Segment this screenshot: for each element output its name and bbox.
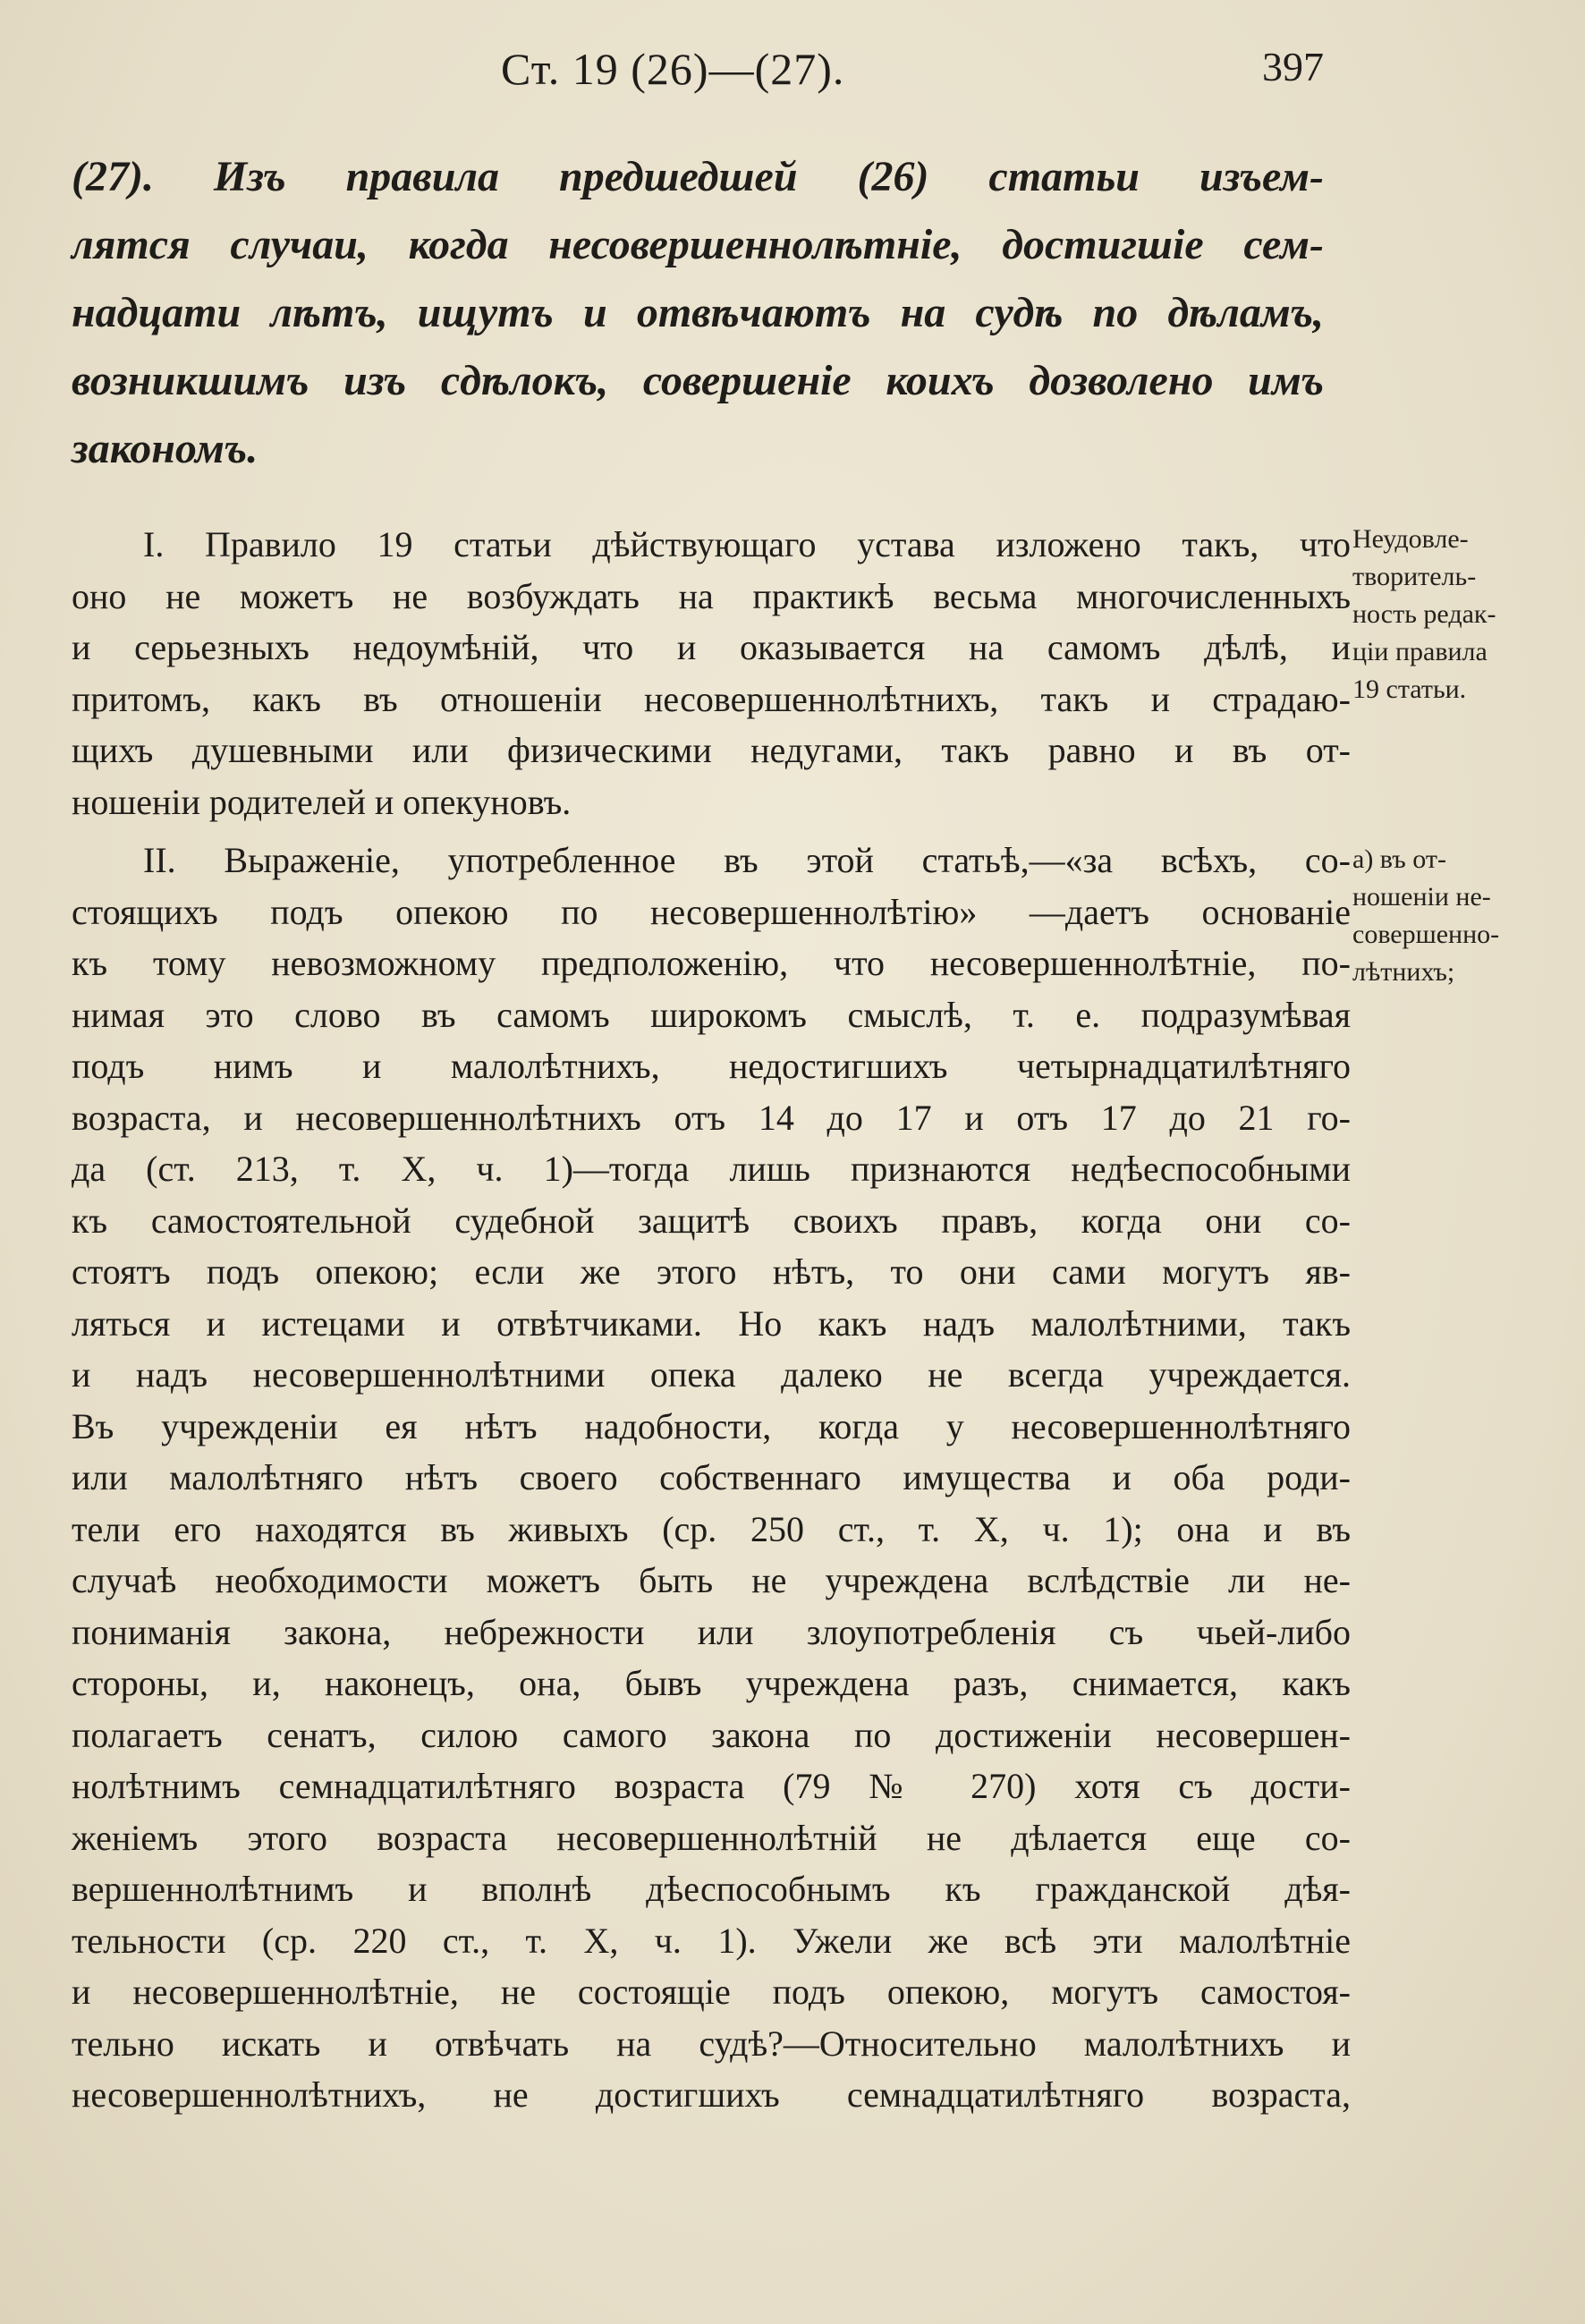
paragraph-line: стоятъ подъ опекою; если же этого нѣтъ, то они сами могутъ яв-: [72, 1251, 1351, 1292]
article-line: закономъ.: [72, 425, 259, 472]
paragraph-line: II. Выраженіе, употребленное въ этой статьѣ,—«за всѣхъ, со-: [143, 840, 1351, 880]
paragraph-line: случаѣ необходимости можетъ быть не учреждена вслѣдствіе ли не-: [72, 1560, 1351, 1600]
margin-note-line: ношеніи не-: [1352, 882, 1491, 912]
article-line: лятся случаи, когда несовершеннолѣтніе, достигшіе сем-: [72, 221, 1324, 268]
paragraph-line: и серьезныхъ недоумѣній, что и оказывается на самомъ дѣлѣ, и: [72, 627, 1351, 667]
paragraph-line: стоящихъ подъ опекою по несовершеннолѣтію» —даетъ основаніе: [72, 891, 1351, 932]
paragraph-line: щихъ душевными или физическими недугами, такъ равно и въ от-: [72, 730, 1351, 770]
paragraph-line: стороны, и, наконецъ, она, бывъ учреждена разъ, снимается, какъ: [72, 1663, 1351, 1703]
margin-note-minors: [1352, 841, 1558, 991]
paragraph-line: да (ст. 213, т. X, ч. 1)—тогда лишь признаются недѣеспособными: [72, 1149, 1351, 1189]
paragraph-line: полагаетъ сенатъ, силою самого закона по достиженіи несовершен-: [72, 1714, 1351, 1755]
paragraph-1: [72, 519, 1351, 827]
paragraph-line: къ самостоятельной судебной защитѣ своихъ правъ, когда они со-: [72, 1200, 1351, 1241]
paragraph-line: тельно искать и отвѣчать на судѣ?—Относительно малолѣтнихъ и: [72, 2023, 1351, 2064]
margin-note-line: совершенно-: [1352, 920, 1500, 949]
paragraph-line: возраста, и несовершеннолѣтнихъ отъ 14 до 17 и отъ 17 до 21 го-: [72, 1097, 1351, 1138]
paragraph-line: ношеніи родителей и опекуновъ.: [72, 781, 572, 822]
paragraph-line: и несовершеннолѣтніе, не состоящіе подъ опекою, могутъ самостоя-: [72, 1972, 1351, 2012]
paragraph-line: Въ учрежденіи ея нѣтъ надобности, когда у несовершеннолѣтняго: [72, 1405, 1351, 1446]
paragraph-line: женіемъ этого возраста несовершеннолѣтній не дѣлается еще со-: [72, 1817, 1351, 1858]
margin-note-line: творитель-: [1352, 562, 1477, 591]
margin-note-line: ціи правила: [1352, 637, 1488, 666]
paragraph-line: вершеннолѣтнимъ и вполнѣ дѣеспособнымъ къ гражданской дѣя-: [72, 1869, 1351, 1909]
paragraph-line: къ тому невозможному предположенію, что несовершеннолѣтніе, по-: [72, 943, 1351, 983]
paragraph-line: нолѣтнимъ семнадцатилѣтняго возраста (79 № 270) хотя съ дости-: [72, 1766, 1351, 1806]
margin-note-line: Неудовле-: [1352, 524, 1469, 554]
margin-note-line: а) въ от-: [1352, 844, 1446, 874]
paragraph-line: ляться и истецами и отвѣтчиками. Но какъ надъ малолѣтними, такъ: [72, 1302, 1351, 1344]
margin-note-line: лѣтнихъ;: [1352, 957, 1455, 987]
paragraph-line: притомъ, какъ въ отношеніи несовершеннолѣтнихъ, такъ и страдаю-: [72, 678, 1351, 719]
paragraph-line: нимая это слово въ самомъ широкомъ смыслѣ, т. е. подразумѣвая: [72, 994, 1351, 1035]
paragraph-line: оно не можетъ не возбуждать на практикѣ весьма многочисленныхъ: [72, 575, 1351, 616]
body-text: [72, 519, 1351, 2121]
margin-note-unsatisfactory: [1352, 521, 1558, 708]
paragraph-line: несовершеннолѣтнихъ, не достигшихъ семнадцатилѣтняго возраста,: [72, 2074, 1351, 2115]
paragraph-2: [72, 835, 1351, 2121]
paragraph-line: и надъ несовершеннолѣтними опека далеко не всегда учреждается.: [72, 1354, 1351, 1395]
paragraph-line: I. Правило 19 статьи дѣйствующаго устава изложено такъ, что: [143, 524, 1351, 564]
article-line: (27). Изъ правила предшедшей (26) статьи изъем-: [72, 153, 1324, 200]
margin-note-line: 19 статьи.: [1352, 674, 1467, 704]
paragraph-line: тельности (ср. 220 ст., т. X, ч. 1). Ужели же всѣ эти малолѣтніе: [72, 1920, 1351, 1961]
paragraph-line: тели его находятся въ живыхъ (ср. 250 ст., т. X, ч. 1); она и въ: [72, 1508, 1351, 1549]
paragraph-line: или малолѣтняго нѣтъ своего собственнаго имущества и оба роди-: [72, 1457, 1351, 1497]
header-title: Ст. 19 (26)—(27).: [501, 44, 845, 94]
article-line: надцати лѣтъ, ищутъ и отвѣчаютъ на судѣ по дѣламъ,: [72, 289, 1324, 336]
paragraph-line: подъ нимъ и малолѣтнихъ, недостигшихъ четырнадцатилѣтняго: [72, 1046, 1351, 1086]
paragraph-line: пониманія закона, небрежности или злоупотребленія съ чьей-либо: [72, 1611, 1351, 1652]
article-line: возникшимъ изъ сдѣлокъ, совершеніе коихъ дозволено имъ: [72, 357, 1324, 404]
margin-note-line: ность редак-: [1352, 599, 1496, 629]
article-text: [72, 143, 1324, 483]
page-number: 397: [1262, 44, 1324, 89]
running-header: [483, 36, 1342, 107]
